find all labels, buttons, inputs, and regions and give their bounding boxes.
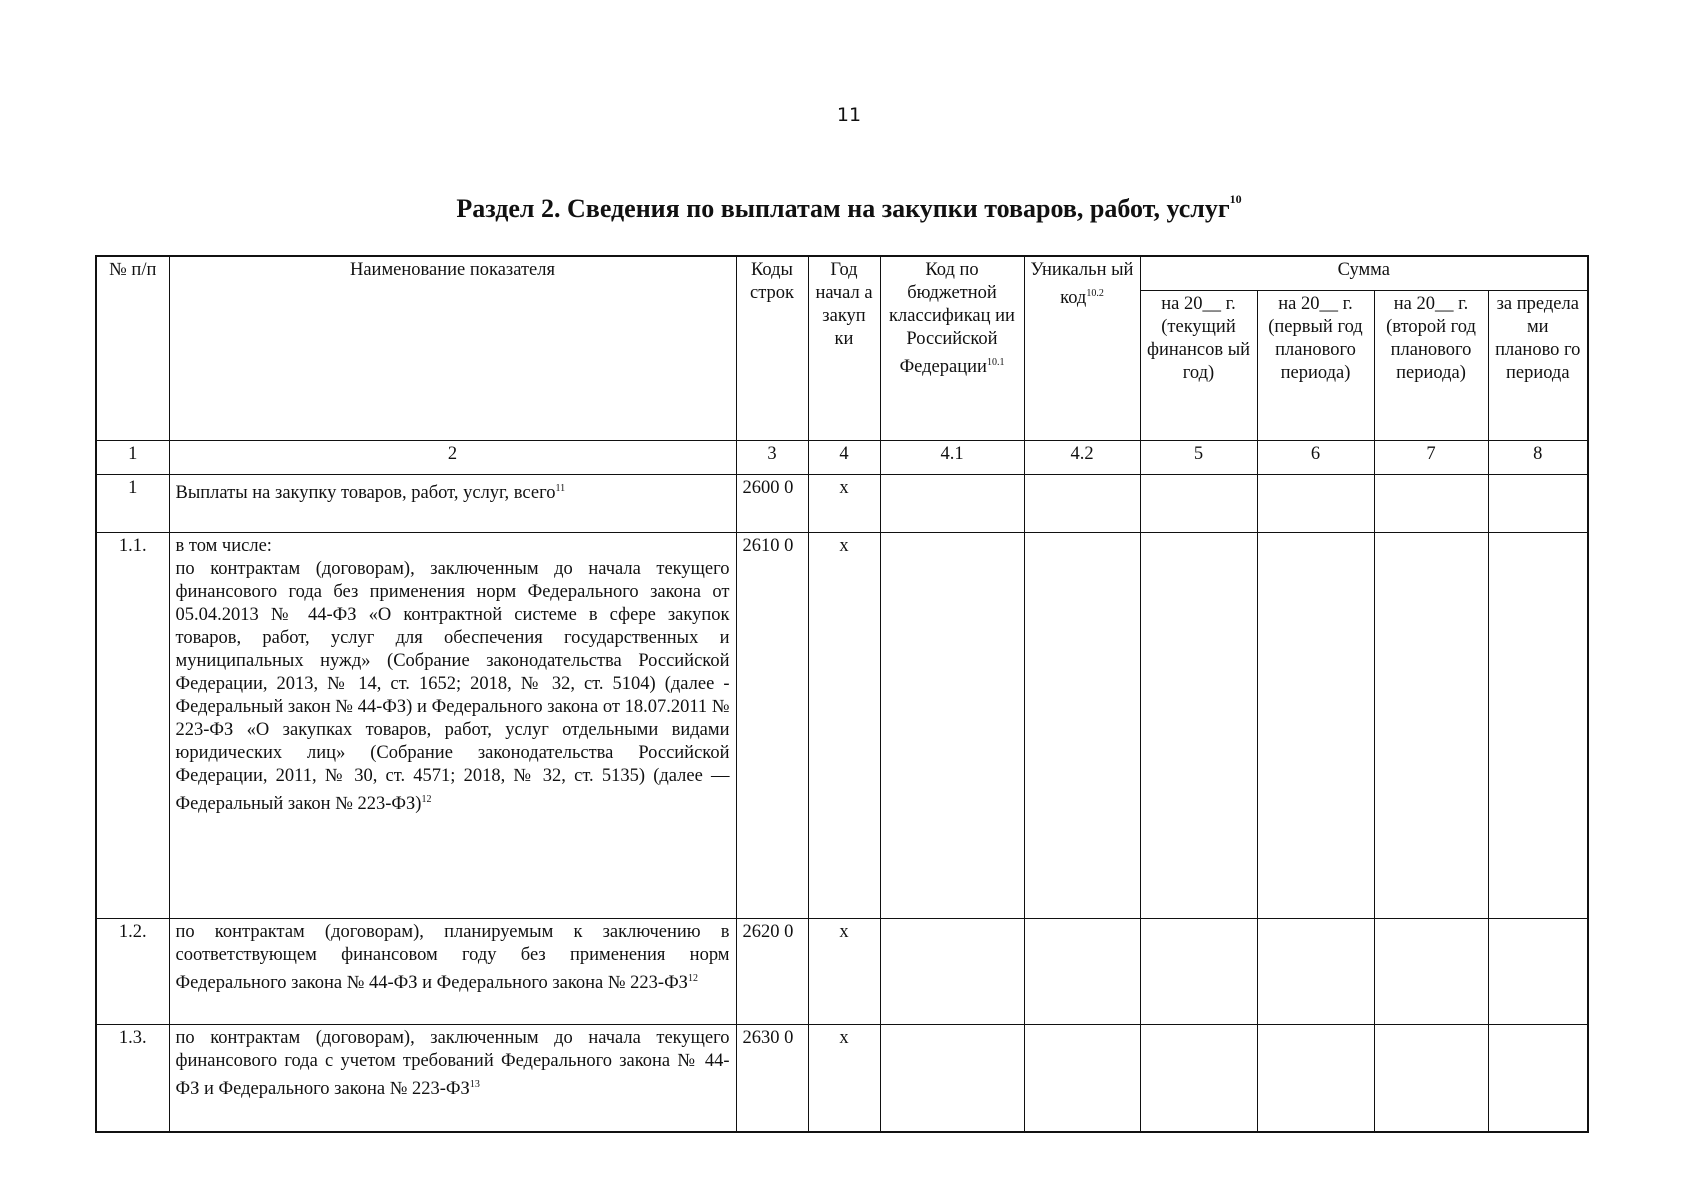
row-year: x (808, 532, 880, 918)
header-year-start: Год начал а закуп ки (808, 256, 880, 440)
column-number: 4.2 (1024, 440, 1140, 474)
row-sum-current (1140, 1024, 1257, 1132)
row-year: x (808, 918, 880, 1024)
row-sum-second (1374, 1024, 1488, 1132)
row-sum-current (1140, 474, 1257, 532)
row-sum-second (1374, 918, 1488, 1024)
row-sum-first (1257, 1024, 1374, 1132)
header-unique-code (1024, 256, 1140, 440)
row-sum-beyond (1488, 918, 1588, 1024)
section-title (0, 194, 1698, 224)
row-name-text: по контрактам (договорам), заключенным до начала текущего финансового года с учетом требований Федерального закона № 44-ФЗ и Федерального закона № 223-ФЗ (175, 1027, 730, 1099)
row-code: 2600 0 (736, 474, 808, 532)
header-sum-second: на 20__ г. (второй год планового периода) (1374, 290, 1488, 440)
row-name (169, 474, 736, 532)
row-footnote: 12 (421, 793, 432, 805)
title-footnote: 10 (1229, 192, 1242, 207)
row-name-paragraph (176, 558, 730, 816)
row-code: 2620 0 (736, 918, 808, 1024)
header-unique-code-text: Уникальн ый код (1030, 260, 1134, 309)
row-sum-beyond (1488, 532, 1588, 918)
row-number: 1.2. (96, 918, 169, 1024)
header-unique-code-footnote: 10.2 (1086, 288, 1104, 299)
column-number: 7 (1374, 440, 1488, 474)
row-intro: в том числе: (175, 535, 272, 556)
row-name-text: Выплаты на закупку товаров, работ, услуг, всего (175, 482, 556, 503)
row-sum-second (1374, 532, 1488, 918)
header-name: Наименование показателя (169, 256, 736, 440)
row-footnote: 11 (555, 482, 566, 494)
payments-table (95, 255, 1589, 1133)
row-budget-code (880, 1024, 1024, 1132)
row-sum-beyond (1488, 474, 1588, 532)
column-number: 6 (1257, 440, 1374, 474)
column-number: 4 (808, 440, 880, 474)
table-row (96, 1024, 1588, 1132)
row-unique-code (1024, 532, 1140, 918)
row-sum-current (1140, 532, 1257, 918)
row-year: x (808, 474, 880, 532)
header-num: № п/п (96, 256, 169, 440)
page-number: 11 (836, 104, 862, 126)
row-name-text: по контрактам (договорам), заключенным до начала текущего финансового года без применения норм Федерального закона от 05.04.2013 № 44-ФЗ «О контрактной системе в сфере закупок товаров, работ, услуг для обеспечения государственных и муниципальных нужд» (Собрание законодательства Российской Федерации, 2013, № 14, ст. 1652; 2018, № 32, ст. 5104) (далее - Федеральный закон № 44-ФЗ) и Федерального закона от 18.07.2011 № 223-ФЗ «О закупках товаров, работ, услуг отдельными видами юридических лиц» (Собрание законодательства Российской Федерации, 2011, № 30, ст. 4571; 2018, № 32, ст. 5135) (далее — Федеральный закон № 223-ФЗ) (175, 558, 730, 814)
row-sum-first (1257, 474, 1374, 532)
column-number-row (96, 440, 1588, 474)
row-name (169, 532, 736, 918)
column-number: 3 (736, 440, 808, 474)
header-sum-beyond: за предела ми планово го периода (1488, 290, 1588, 440)
row-unique-code (1024, 1024, 1140, 1132)
row-sum-current (1140, 918, 1257, 1024)
row-code: 2630 0 (736, 1024, 808, 1132)
row-sum-first (1257, 918, 1374, 1024)
row-code: 2610 0 (736, 532, 808, 918)
column-number: 5 (1140, 440, 1257, 474)
row-name (169, 918, 736, 1024)
row-year: x (808, 1024, 880, 1132)
header-sum: Сумма (1140, 256, 1588, 290)
header-row-1 (96, 256, 1588, 290)
row-number: 1 (96, 474, 169, 532)
table-row (96, 474, 1588, 532)
row-footnote: 13 (469, 1078, 480, 1090)
table-row (96, 532, 1588, 918)
row-budget-code (880, 532, 1024, 918)
column-number: 4.1 (880, 440, 1024, 474)
row-budget-code (880, 918, 1024, 1024)
header-budget-code-text: Код по бюджетной классификац ии Российской Федерации (889, 260, 1015, 378)
header-budget-code-footnote: 10.1 (986, 357, 1005, 368)
column-number: 8 (1488, 440, 1588, 474)
row-unique-code (1024, 918, 1140, 1024)
table-row (96, 918, 1588, 1024)
header-codes: Коды строк (736, 256, 808, 440)
header-sum-current: на 20__ г. (текущий финансов ый год) (1140, 290, 1257, 440)
column-number: 2 (169, 440, 736, 474)
header-sum-first: на 20__ г. (первый год планового периода) (1257, 290, 1374, 440)
row-sum-first (1257, 532, 1374, 918)
row-footnote: 12 (687, 972, 698, 984)
row-name (169, 1024, 736, 1132)
row-number: 1.1. (96, 532, 169, 918)
row-name-text: по контрактам (договорам), планируемым к заключению в соответствующем финансовом году без применения норм Федерального закона № 44-ФЗ и Федерального закона № 223-ФЗ (175, 921, 730, 993)
header-budget-code (880, 256, 1024, 440)
row-number: 1.3. (96, 1024, 169, 1132)
row-sum-beyond (1488, 1024, 1588, 1132)
row-sum-second (1374, 474, 1488, 532)
row-budget-code (880, 474, 1024, 532)
column-number: 1 (96, 440, 169, 474)
section-title-text: Раздел 2. Сведения по выплатам на закупки товаров, работ, услуг (456, 194, 1230, 223)
row-unique-code (1024, 474, 1140, 532)
